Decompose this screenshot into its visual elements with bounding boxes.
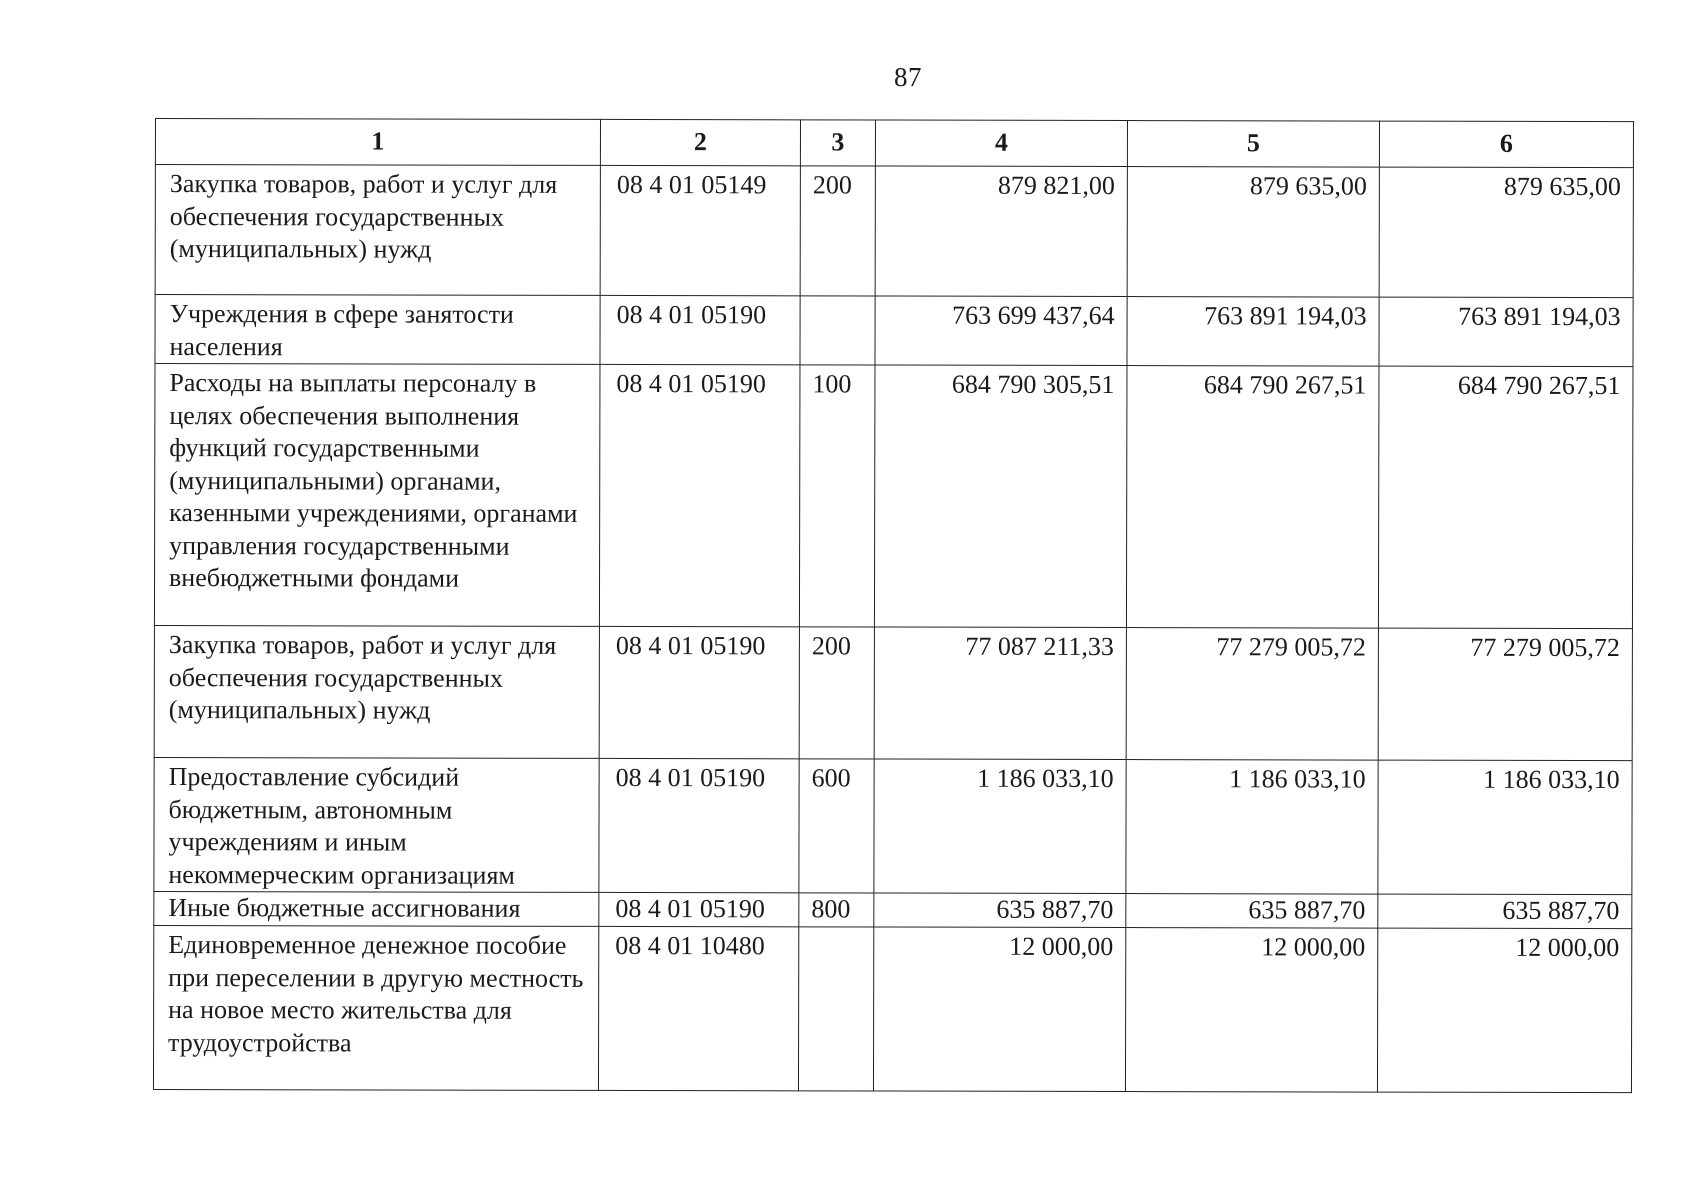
row-value-col4: 1 186 033,10 (874, 759, 1126, 894)
row-name: Расходы на выплаты персоналу в целях обеспечения выполнения функций государственными (муниципальными) органами, казенными учреждениями, органами управления государственными внебюджетными фондами (154, 364, 600, 627)
row-value-col5: 635 887,70 (1126, 894, 1378, 929)
row-code: 08 4 01 05190 (599, 364, 800, 626)
row-value-col5: 1 186 033,10 (1126, 760, 1378, 895)
page-number: 87 (894, 62, 922, 92)
row-value-col4: 77 087 211,33 (874, 627, 1126, 760)
row-value-col5: 77 279 005,72 (1126, 628, 1378, 761)
row-value-col5: 879 635,00 (1127, 167, 1379, 298)
row-name: Предоставление субсидий бюджетным, автономным учреждениям и иным некоммерческим организациям (154, 757, 599, 892)
row-value-col5: 684 790 267,51 (1126, 366, 1379, 629)
table-row (155, 165, 1633, 298)
header-col-2: 2 (600, 119, 800, 165)
row-code: 08 4 01 10480 (598, 926, 798, 1090)
row-value-col6: 879 635,00 (1379, 167, 1633, 298)
table-row (155, 295, 1633, 367)
row-expense-type: 200 (800, 166, 875, 296)
row-expense-type (800, 296, 875, 365)
table-row (154, 891, 1632, 928)
row-name: Единовременное денежное пособие при переселении в другую местность на новое место жительства для трудоустройства (153, 925, 598, 1090)
row-value-col6: 1 186 033,10 (1378, 760, 1632, 895)
row-value-col6: 12 000,00 (1377, 928, 1631, 1093)
row-value-col5: 12 000,00 (1125, 928, 1377, 1093)
header-col-6: 6 (1379, 121, 1633, 168)
row-expense-type: 200 (799, 627, 874, 759)
row-value-col6: 763 891 194,03 (1379, 297, 1633, 367)
row-expense-type: 100 (799, 365, 875, 627)
row-name: Закупка товаров, работ и услуг для обеспечения государственных (муниципальных) нужд (154, 625, 599, 758)
row-name: Учреждения в сфере занятости населения (155, 295, 600, 365)
budget-table (153, 118, 1634, 1093)
header-col-1: 1 (155, 119, 600, 166)
row-expense-type (798, 927, 873, 1091)
table-row (154, 625, 1632, 760)
header-col-3: 3 (800, 120, 875, 166)
row-code: 08 4 01 05149 (600, 165, 800, 295)
row-name: Иные бюджетные ассигнования (154, 891, 599, 926)
table-row (153, 925, 1631, 1092)
row-value-col4: 763 699 437,64 (875, 296, 1127, 366)
row-value-col6: 635 887,70 (1378, 894, 1632, 929)
row-value-col4: 879 821,00 (875, 166, 1127, 297)
row-code: 08 4 01 05190 (600, 295, 800, 364)
row-name: Закупка товаров, работ и услуг для обеспечения государственных (муниципальных) нужд (155, 165, 600, 296)
row-code: 08 4 01 05190 (599, 626, 799, 758)
row-value-col6: 77 279 005,72 (1378, 628, 1632, 761)
row-code: 08 4 01 05190 (599, 892, 799, 926)
table-row (154, 364, 1633, 629)
table-row (154, 757, 1632, 894)
header-col-4: 4 (875, 120, 1127, 167)
row-expense-type: 600 (799, 759, 874, 893)
row-value-col4: 635 887,70 (874, 893, 1126, 928)
row-value-col5: 763 891 194,03 (1127, 297, 1379, 367)
row-code: 08 4 01 05190 (599, 758, 799, 892)
header-col-5: 5 (1127, 121, 1379, 168)
row-value-col4: 684 790 305,51 (874, 365, 1127, 628)
table-header-row (155, 119, 1633, 168)
row-value-col4: 12 000,00 (873, 927, 1125, 1092)
row-expense-type: 800 (799, 893, 874, 927)
row-value-col6: 684 790 267,51 (1378, 366, 1633, 629)
